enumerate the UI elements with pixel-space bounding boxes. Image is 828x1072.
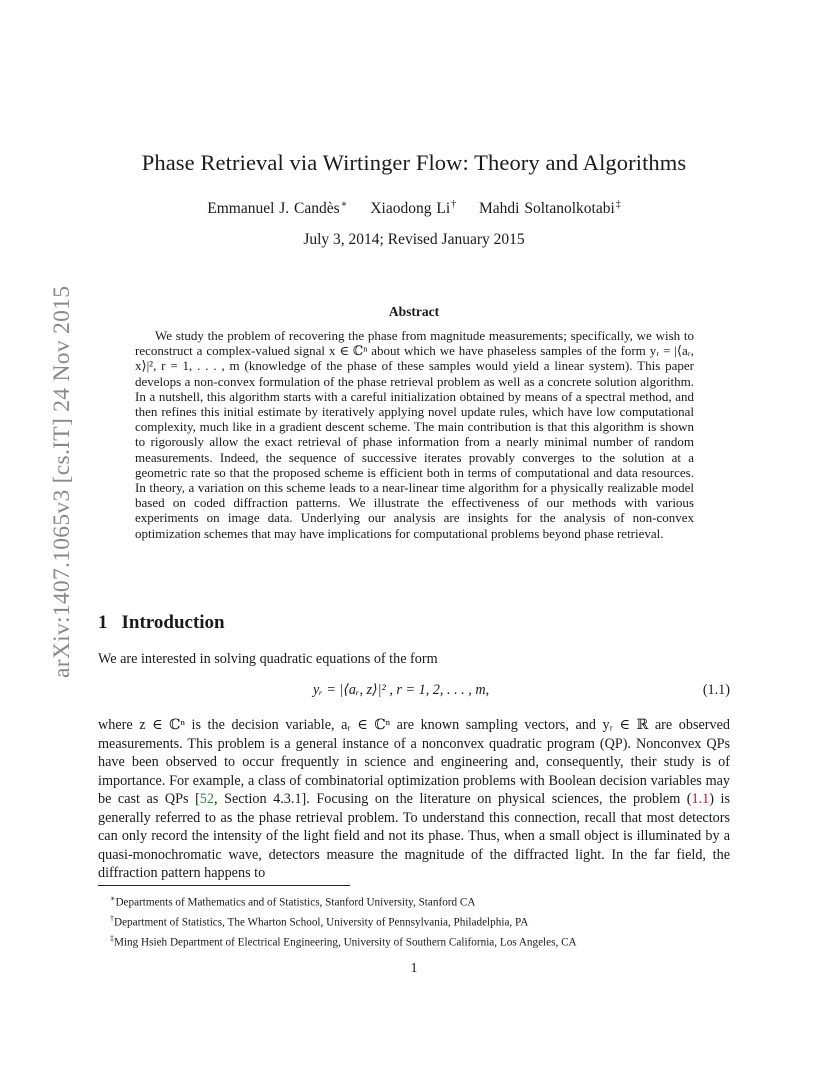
abstract-heading: Abstract [388, 304, 440, 319]
author: Xiaodong Li† [370, 199, 457, 218]
footnote: ∗Departments of Mathematics and of Statistics, Stanford University, Stanford CA [110, 894, 476, 909]
paper-title: Phase Retrieval via Wirtinger Flow: Theory and Algorithms [141, 150, 687, 175]
section-number: 1 [98, 612, 108, 633]
footnote-rule [98, 885, 350, 886]
arxiv-id-text: arXiv:1407.1065v3 [cs.IT] 24 Nov 2015 [49, 285, 75, 678]
intro-lead-paragraph: We are interested in solving quadratic equations of the form [98, 651, 438, 667]
paper-date: July 3, 2014; Revised January 2015 [303, 231, 525, 248]
author-list [0, 199, 828, 218]
author: Mahdi Soltanolkotabi‡ [479, 199, 621, 218]
author: Emmanuel J. Candès∗ [207, 199, 348, 218]
footnote: †Department of Statistics, The Wharton School, University of Pennsylvania, Philadelphia, PA [110, 914, 529, 929]
equation-1-1 [98, 682, 730, 704]
page-number: 1 [410, 961, 418, 976]
footnotes [110, 891, 730, 951]
section-heading [98, 612, 225, 634]
abstract-body: We study the problem of recovering the phase from magnitude measurements; specifically, we wish to reconstruct a complex-valued signal x ∈ ℂⁿ about which we have phaseless samples of the form yᵣ = |⟨aᵣ, x⟩|², r = 1, . . . , m (knowledge of the phase of these samples would yield a linear system). This paper develops a non-convex formulation of the phase retrieval problem as well as a concrete solution algorithm. In a nutshell, this algorithm starts with a careful initialization obtained by means of a spectral method, and then refines this initial estimate by iteratively applying novel update rules, which have low computational complexity, much like in a gradient descent scheme. The main contribution is that this algorithm is shown to rigorously allow the exact retrieval of phase information from a nearly minimal number of random measurements. Indeed, the sequence of successive iterates provably converges to the solution at a geometric rate so that the proposed scheme is efficient both in terms of computational and data resources. In theory, a variation on this scheme leads to a near-linear time algorithm for a physically realizable model based on coded diffraction patterns. We illustrate the effectiveness of our methods with various experiments on image data. Underlying our analysis are insights for the analysis of non-convex optimization schemes that may have implications for computational problems beyond phase retrieval. [135, 328, 694, 541]
equation-body: yᵣ = |⟨aᵣ, z⟩|² , r = 1, 2, . . . , m, [313, 682, 490, 698]
equation-label: (1.1) [702, 682, 730, 698]
section-title: Introduction [121, 612, 225, 633]
arxiv-sidebar-stamp [22, 285, 75, 680]
equation-ref-link[interactable]: 1.1 [691, 791, 710, 807]
intro-paragraph: where z ∈ ℂⁿ is the decision variable, aᵣ ∈ ℂⁿ are known sampling vectors, and yᵣ ∈ ℝ are observed measurements. This problem is a general instance of a nonconvex quadratic program (QP). Nonconvex QPs have been observed to occur frequently in science and engineering and, consequently, their study is of importance. For example, a class of combinatorial optimization problems with Boolean decision variables may be cast as QPs [52, Section 4.3.1]. Focusing on the literature on physical sciences, the problem (1.1) is generally referred to as the phase retrieval problem. To understand this connection, recall that most detectors can only record the intensity of the light field and not its phase. Thus, when a small object is illuminated by a quasi-monochromatic wave, detectors measure the magnitude of the diffracted light. In the far field, the diffraction pattern happens to [98, 717, 730, 881]
footnote: ‡Ming Hsieh Department of Electrical Engineering, University of Southern California, Los Angeles, CA [110, 934, 577, 949]
citation-link[interactable]: 52 [199, 791, 214, 807]
